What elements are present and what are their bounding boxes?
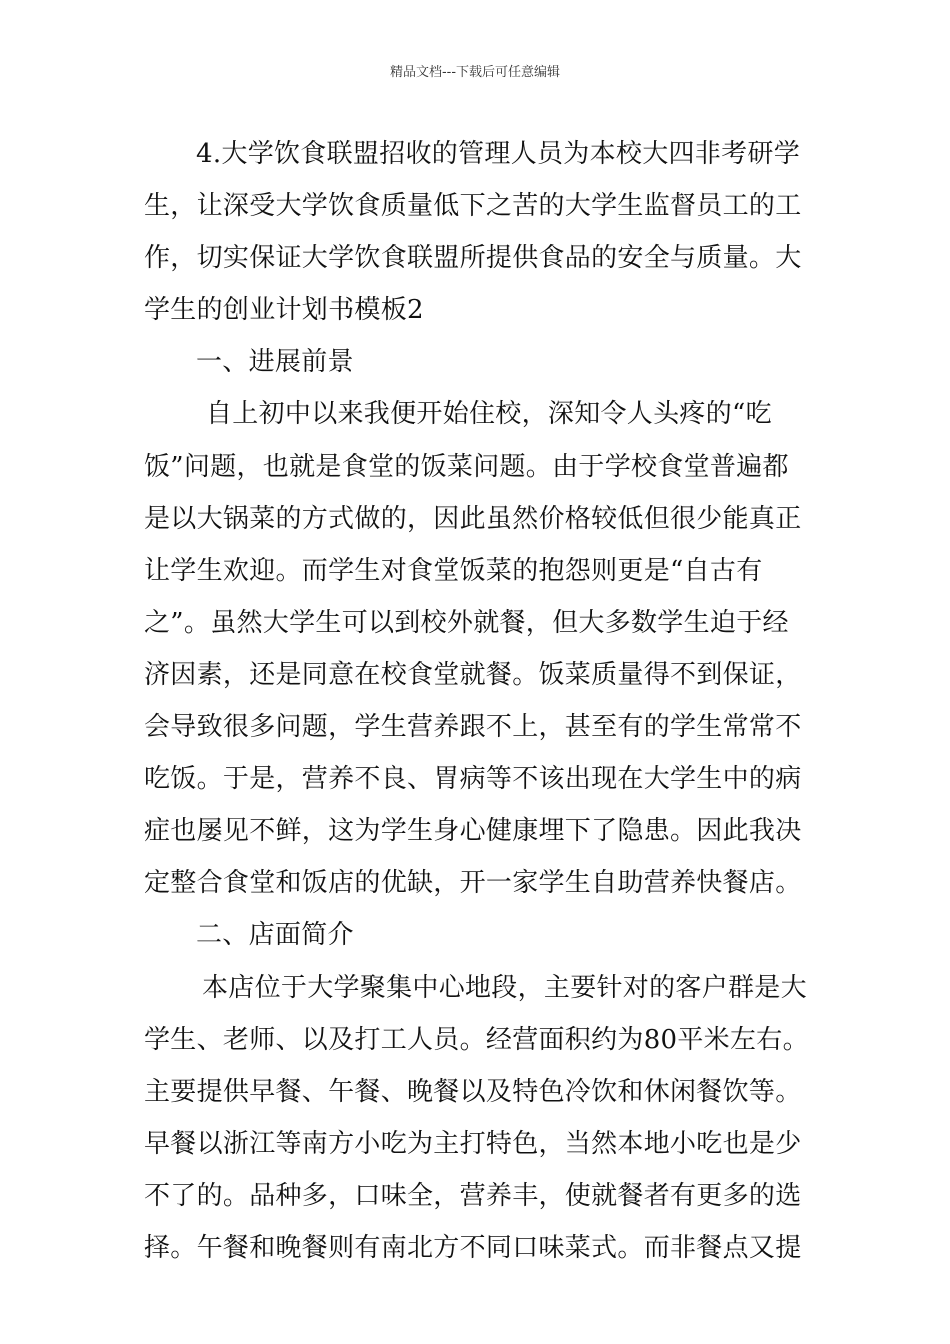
paragraph-line: 本店位于大学聚集中心地段，主要针对的客户群是大 <box>202 972 807 1003</box>
paragraph-line: 主要提供早餐、午餐、晚餐以及特色冷饮和休闲餐饮等。 <box>144 1076 802 1107</box>
paragraph-line: 生，让深受大学饮食质量低下之苦的大学生监督员工的工 <box>144 191 802 222</box>
paragraph-line: 饭”问题，也就是食堂的饭菜问题。由于学校食堂普遍都 <box>144 451 789 482</box>
document-body <box>144 128 809 1274</box>
paragraph-line: 不了的。品种多，口味全，营养丰，使就餐者有更多的选 <box>144 1180 802 1211</box>
paragraph-line: 症也屡见不鲜，这为学生身心健康埋下了隐患。因此我决 <box>144 816 802 847</box>
section-heading: 二、店面简介 <box>196 920 354 951</box>
paragraph-line: 学生的创业计划书模板2 <box>144 295 424 326</box>
paragraph-line: 济因素，还是同意在校食堂就餐。饭菜质量得不到保证， <box>144 659 802 690</box>
paragraph-line: 让学生欢迎。而学生对食堂饭菜的抱怨则更是“自古有 <box>144 555 763 586</box>
paragraph-line: 之”。虽然大学生可以到校外就餐，但大多数学生迫于经 <box>144 607 789 638</box>
paragraph-line: 吃饭。于是，营养不良、胃病等不该出现在大学生中的病 <box>144 764 802 795</box>
paragraph-line: 是以大锅菜的方式做的，因此虽然价格较低但很少能真正 <box>144 503 802 534</box>
paragraph-line: 自上初中以来我便开始住校，深知令人头疼的“吃 <box>206 399 772 430</box>
paragraph-line: 4.大学饮食联盟招收的管理人员为本校大四非考研学 <box>196 139 801 169</box>
paragraph-line: 学生、老师、以及打工人员。经营面积约为80平米左右。 <box>144 1024 809 1055</box>
paragraph-line: 择。午餐和晚餐则有南北方不同口味菜式。而非餐点又提 <box>144 1232 802 1263</box>
page-header: 精品文档---下载后可任意编辑 <box>389 65 561 80</box>
paragraph-line: 定整合食堂和饭店的优缺，开一家学生自助营养快餐店。 <box>144 868 802 899</box>
paragraph-line: 作，切实保证大学饮食联盟所提供食品的安全与质量。大 <box>144 243 802 274</box>
section-heading: 一、进展前景 <box>196 347 354 378</box>
paragraph-line: 早餐以浙江等南方小吃为主打特色，当然本地小吃也是少 <box>144 1128 802 1159</box>
paragraph-line: 会导致很多问题，学生营养跟不上，甚至有的学生常常不 <box>144 712 802 743</box>
